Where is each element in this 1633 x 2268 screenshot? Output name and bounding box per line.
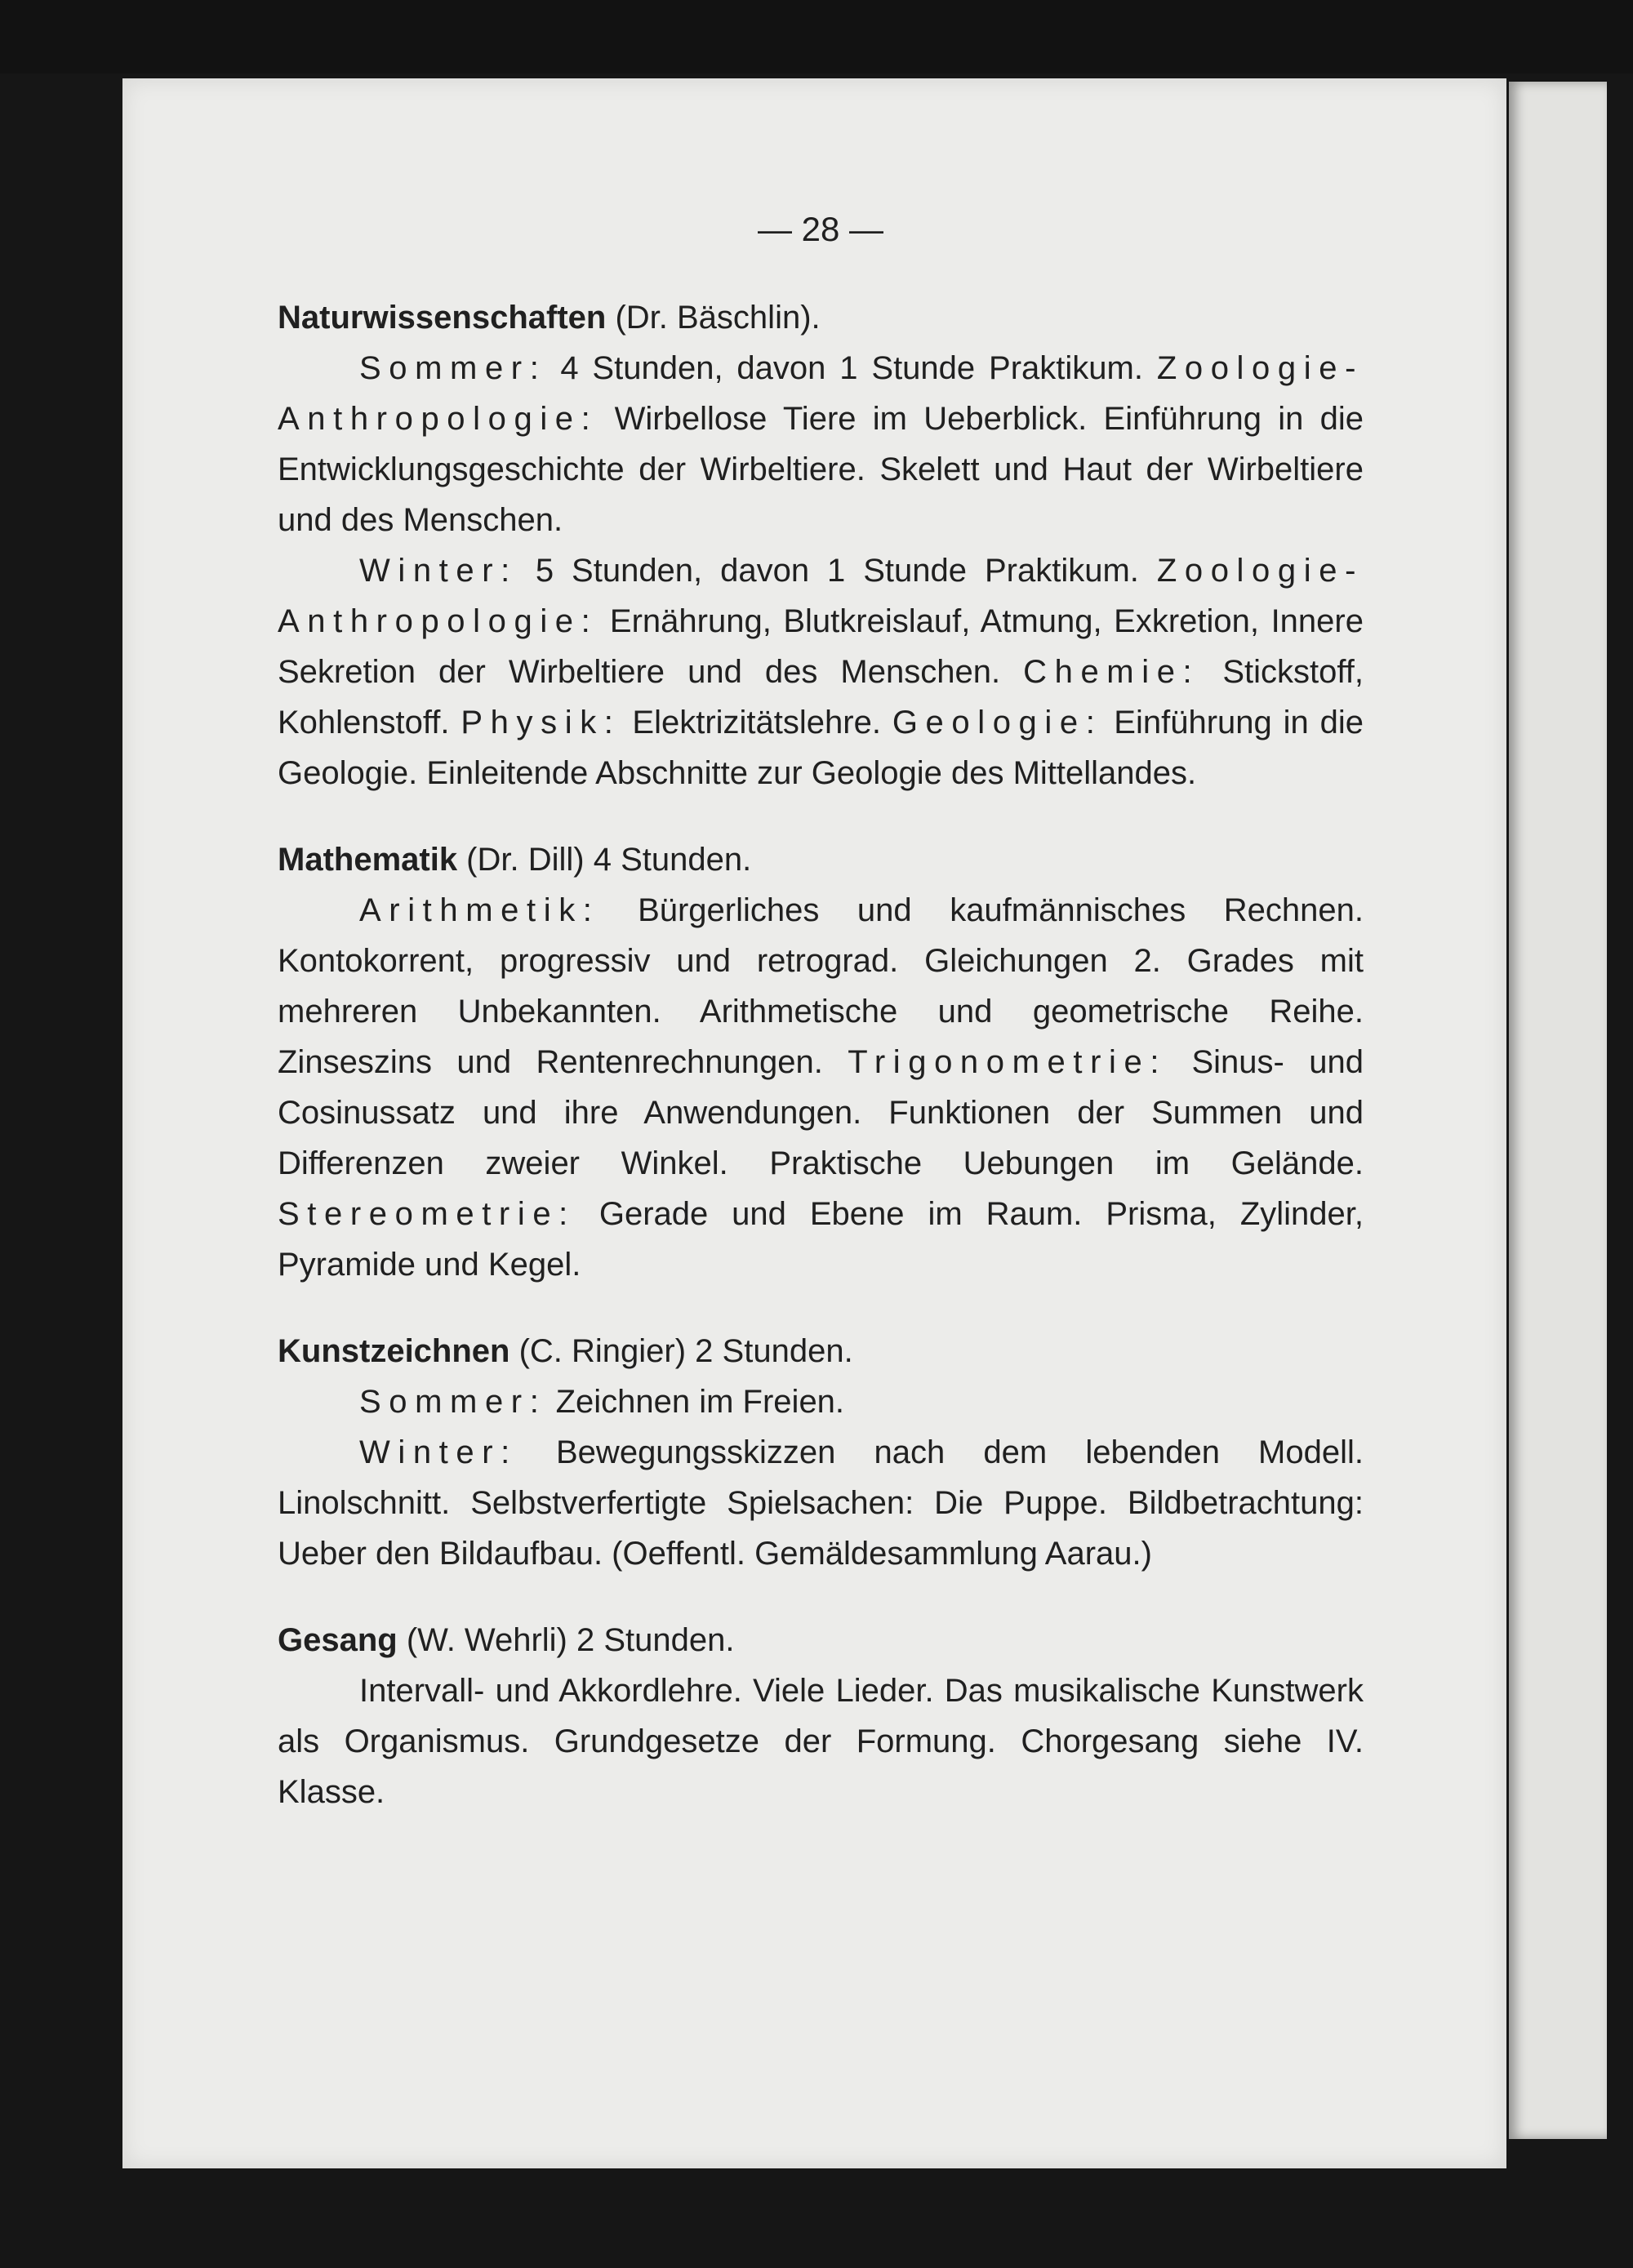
section-paragraph: [278, 545, 1364, 798]
subject-name: Mathematik: [278, 842, 458, 878]
paragraph-text: Bürgerliches und kaufmännisches Rechnen. Kontokorrent, progressiv und retrograd. Gleichungen 2. Grades mit mehreren Unbekannten. Arithmetische und geometrische Reihe. Zinseszins und Rentenrechnungen.: [278, 892, 1364, 1080]
paragraph-text: 4 Stunden, davon 1 Stunde Praktikum.: [546, 350, 1157, 386]
spaced-keyword: Zoologie-Anthropologie:: [278, 350, 1364, 437]
subject-name: Kunstzeichnen: [278, 1333, 510, 1369]
paragraph-text: Zeichnen im Freien.: [546, 1384, 845, 1420]
section-mathematik: [278, 834, 1364, 1290]
paragraph-text: Elektrizitätslehre.: [621, 705, 892, 740]
subject-name: Gesang: [278, 1622, 398, 1658]
section-paragraph: [278, 1427, 1364, 1579]
section-heading: [278, 292, 1364, 343]
paragraph-text: Ernährung, Blutkreislauf, Atmung, Exkretion, Innere Sekretion der Wirbeltiere und des Menschen.: [278, 603, 1364, 690]
subject-name: Naturwissenschaften: [278, 300, 607, 336]
spaced-keyword: Arithmetik:: [359, 892, 600, 928]
teacher-and-hours: (Dr. Bäschlin).: [606, 300, 821, 336]
paragraph-text: Gerade und Ebene im Raum. Prisma, Zylinder, Pyramide und Kegel.: [278, 1196, 1364, 1283]
section-gesang: [278, 1615, 1364, 1817]
spaced-keyword: Sommer:: [359, 1384, 547, 1420]
page-number: — 28 —: [757, 210, 884, 248]
paragraph-text: 5 Stunden, davon 1 Stunde Praktikum.: [517, 553, 1157, 589]
spaced-keyword: Sommer:: [359, 350, 547, 386]
teacher-and-hours: (C. Ringier) 2 Stunden.: [509, 1333, 853, 1369]
section-paragraph: [278, 1665, 1364, 1817]
paragraph-text: Wirbellose Tiere im Ueberblick. Einführung in die Entwicklungsgeschichte der Wirbeltiere. Skelett und Haut der Wirbeltiere und des Menschen.: [278, 401, 1364, 538]
paragraph-text: Bewegungsskizzen nach dem lebenden Modell. Linolschnitt. Selbstverfertigte Spielsachen: Die Puppe. Bildbetrachtung: Ueber den Bildaufbau. (Oeffentl. Gemäldesammlung Aarau.): [278, 1434, 1364, 1572]
adjacent-page-edge: [1509, 82, 1607, 2139]
section-paragraph: [278, 343, 1364, 545]
paragraph-text: Einführung in die Geologie. Einleitende Abschnitte zur Geologie des Mittellandes.: [278, 705, 1364, 791]
section-heading: [278, 1326, 1364, 1376]
paragraph-text: Sinus- und Cosinussatz und ihre Anwendungen. Funktionen der Summen und Differenzen zweier Winkel. Praktische Uebungen im Gelände.: [278, 1044, 1364, 1181]
spaced-keyword: Chemie:: [1023, 654, 1200, 690]
spaced-keyword: Geologie:: [892, 705, 1103, 740]
spaced-keyword: Trigonometrie:: [848, 1044, 1168, 1080]
spaced-keyword: Zoologie-Anthropologie:: [278, 553, 1364, 639]
paragraph-text: Intervall- und Akkordlehre. Viele Lieder. Das musikalische Kunstwerk als Organismus. Grundgesetze der Formung. Chorgesang siehe IV. Klasse.: [278, 1673, 1364, 1810]
section-heading: [278, 834, 1364, 885]
spaced-keyword: Winter:: [359, 553, 518, 589]
paragraph-text: Stickstoff, Kohlenstoff.: [278, 654, 1364, 740]
spaced-keyword: Stereometrie:: [278, 1196, 576, 1232]
sections-container: [278, 292, 1364, 1817]
section-heading: [278, 1615, 1364, 1665]
spaced-keyword: Winter:: [359, 1434, 518, 1470]
section-kunstzeichnen: [278, 1326, 1364, 1579]
scan-background-top: [0, 0, 1633, 73]
section-paragraph: [278, 885, 1364, 1290]
teacher-and-hours: (Dr. Dill) 4 Stunden.: [457, 842, 752, 878]
teacher-and-hours: (W. Wehrli) 2 Stunden.: [397, 1622, 735, 1658]
section-paragraph: [278, 1376, 1364, 1427]
spaced-keyword: Physik:: [461, 705, 621, 740]
page-content: [278, 204, 1364, 1817]
section-naturwissenschaften: [278, 292, 1364, 798]
